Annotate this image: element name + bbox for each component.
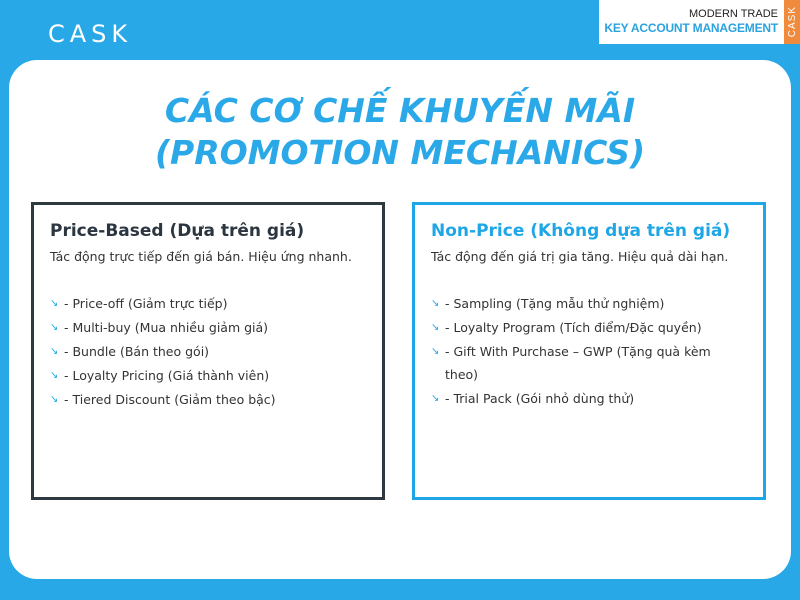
cask-logo: CASK [48,20,133,48]
list-item-text: - Loyalty Program (Tích điểm/Đặc quyền) [445,320,702,335]
list-item [50,364,366,387]
list-item-text: - Gift With Purchase – GWP (Tặng quà kèm theo) [445,344,711,382]
arrow-bullet-icon: ↘ [431,322,440,333]
price-based-card [31,202,385,500]
list-item-text: - Sampling (Tặng mẫu thử nghiệm) [445,296,665,311]
arrow-bullet-icon: ↘ [50,370,59,381]
list-item [50,292,366,315]
arrow-bullet-icon: ↘ [431,298,440,309]
list-item-text: - Bundle (Bán theo gói) [64,344,210,359]
mechanics-list [50,292,366,411]
list-item [431,340,747,386]
list-item-text: - Tiered Discount (Giảm theo bậc) [64,392,276,407]
list-item-text: - Trial Pack (Gói nhỏ dùng thử) [445,391,635,406]
title-line-1: CÁC CƠ CHẾ KHUYẾN MÃI [164,91,636,130]
list-item [50,316,366,339]
arrow-bullet-icon: ↘ [50,394,59,405]
page-title [9,90,791,174]
arrow-bullet-icon: ↘ [431,346,440,357]
card-subtitle: Tác động đến giá trị gia tăng. Hiệu quả dài hạn. [431,249,729,264]
list-item-text: - Loyalty Pricing (Giá thành viên) [64,368,270,383]
list-item [431,316,747,339]
badge-text [599,0,784,44]
non-price-card [412,202,766,500]
badge-side-label: CASK [786,6,798,38]
card-title: Price-Based (Dựa trên giá) [50,221,305,241]
list-item [50,340,366,363]
badge-line-modern-trade: MODERN TRADE [688,8,778,20]
list-item [431,387,747,410]
list-item-text: - Multi-buy (Mua nhiều giảm giá) [64,320,269,335]
arrow-bullet-icon: ↘ [50,346,59,357]
badge-side-tab [784,0,800,44]
list-item [431,292,747,315]
list-item-text: - Price-off (Giảm trực tiếp) [64,296,228,311]
title-line-2: (PROMOTION MECHANICS) [154,133,646,172]
card-title: Non-Price (Không dựa trên giá) [431,221,731,241]
content-panel [9,60,791,579]
arrow-bullet-icon: ↘ [50,322,59,333]
arrow-bullet-icon: ↘ [50,298,59,309]
program-badge [599,0,800,44]
badge-line-kam: KEY ACCOUNT MANAGEMENT [604,21,778,35]
mechanics-list [431,292,747,410]
arrow-bullet-icon: ↘ [431,393,440,404]
list-item [50,388,366,411]
card-subtitle: Tác động trực tiếp đến giá bán. Hiệu ứng nhanh. [50,249,352,264]
